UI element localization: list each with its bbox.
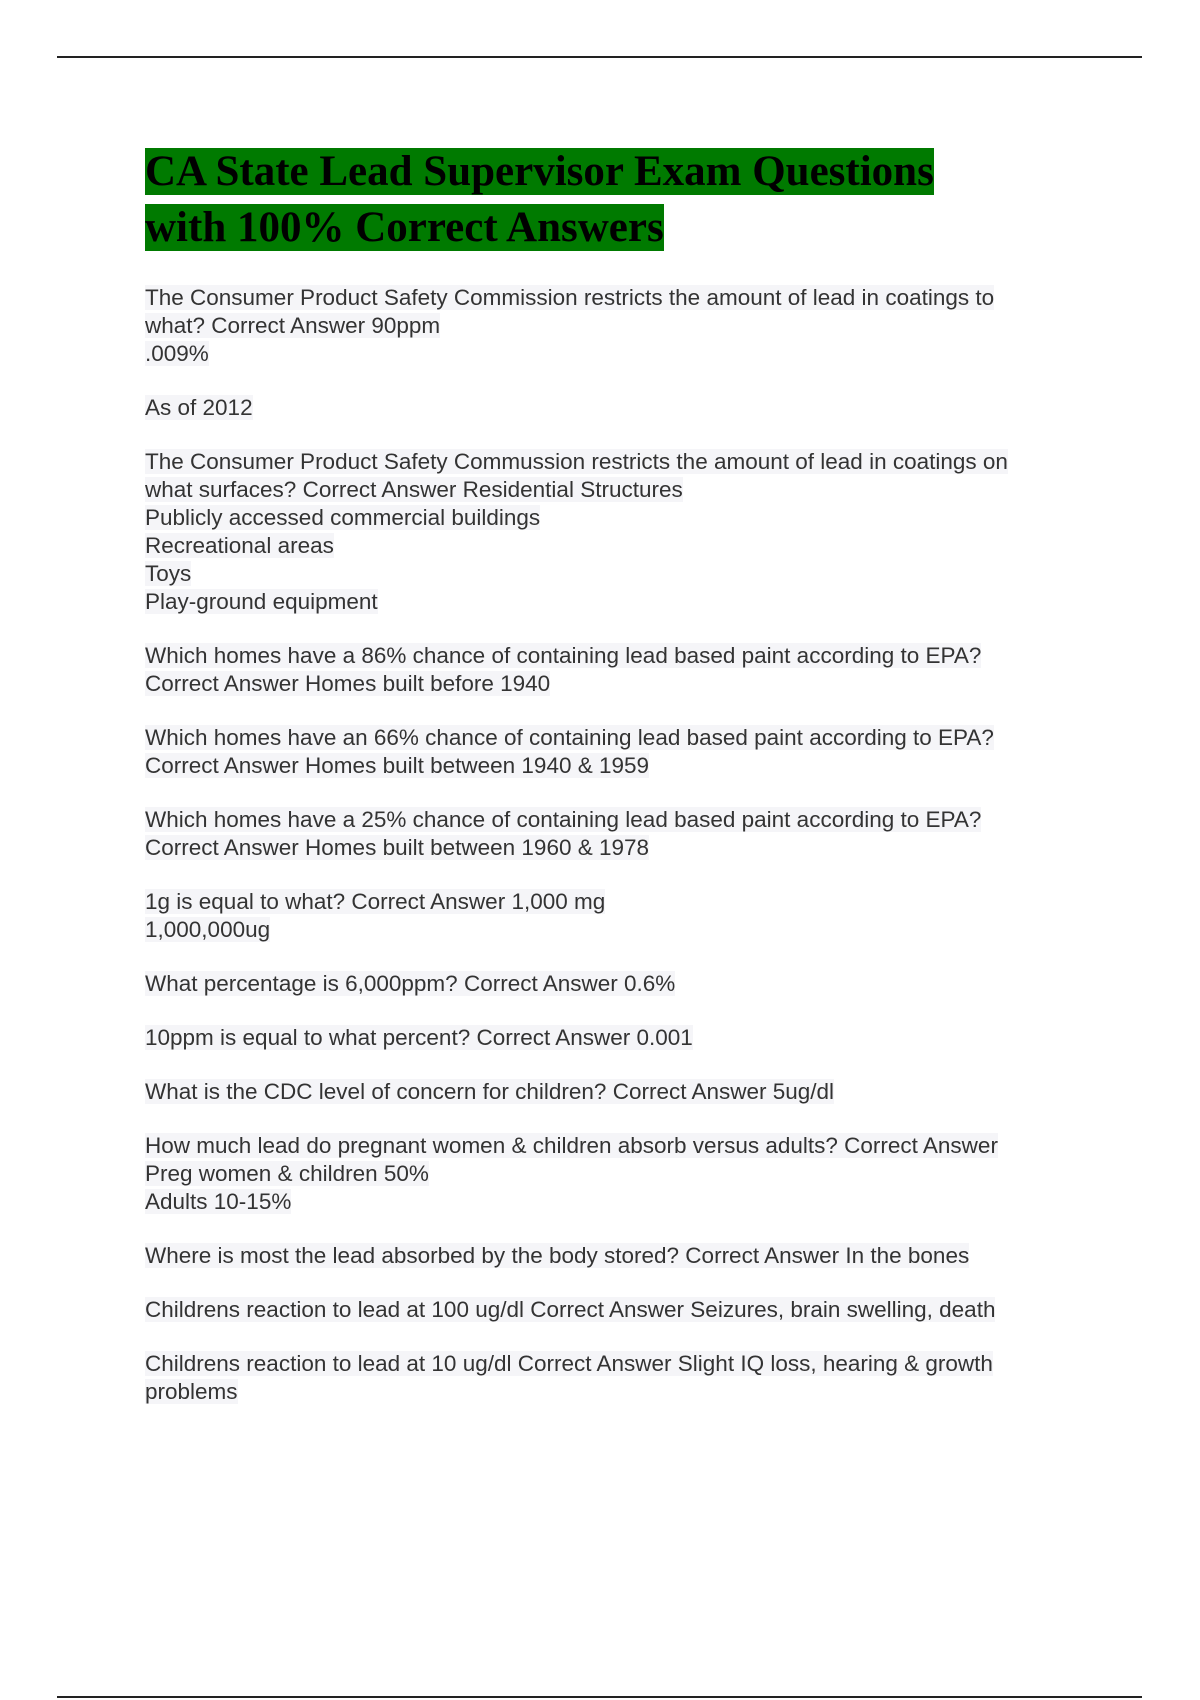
qa-line: Which homes have a 86% chance of containing lead based paint according to EPA? — [145, 643, 982, 668]
qa-item — [145, 888, 1085, 944]
qa-line: How much lead do pregnant women & children absorb versus adults? Correct Answer — [145, 1133, 998, 1158]
qa-item — [145, 642, 1085, 698]
qa-line: 1,000,000ug — [145, 917, 271, 942]
qa-line: Correct Answer Homes built before 1940 — [145, 671, 551, 696]
qa-item — [145, 724, 1085, 780]
qa-line: Where is most the lead absorbed by the body stored? Correct Answer In the bones — [145, 1243, 970, 1268]
qa-line: What is the CDC level of concern for children? Correct Answer 5ug/dl — [145, 1079, 835, 1104]
qa-item — [145, 394, 1085, 422]
document-title — [145, 144, 1085, 256]
header-rule — [57, 56, 1142, 58]
qa-line: Adults 10-15% — [145, 1189, 292, 1214]
qa-line: Publicly accessed commercial buildings — [145, 505, 541, 530]
qa-item — [145, 1350, 1085, 1406]
qa-line: What percentage is 6,000ppm? Correct Answer 0.6% — [145, 971, 676, 996]
qa-item — [145, 1024, 1085, 1052]
qa-line: As of 2012 — [145, 395, 253, 420]
qa-item — [145, 970, 1085, 998]
qa-line: Play-ground equipment — [145, 589, 378, 614]
qa-line: Childrens reaction to lead at 100 ug/dl Correct Answer Seizures, brain swelling, death — [145, 1297, 996, 1322]
qa-line: The Consumer Product Safety Commussion restricts the amount of lead in coatings on — [145, 449, 1008, 474]
footer-rule — [57, 1696, 1142, 1698]
qa-item — [145, 1132, 1085, 1216]
qa-item — [145, 448, 1085, 616]
qa-line: problems — [145, 1379, 238, 1404]
qa-line: 1g is equal to what? Correct Answer 1,000 mg — [145, 889, 606, 914]
title-line: with 100% Correct Answers — [145, 204, 664, 251]
qa-item — [145, 1078, 1085, 1106]
qa-list — [145, 284, 1085, 1406]
qa-line: Which homes have a 25% chance of containing lead based paint according to EPA? — [145, 807, 982, 832]
qa-line: 10ppm is equal to what percent? Correct Answer 0.001 — [145, 1025, 693, 1050]
qa-item — [145, 1296, 1085, 1324]
qa-line: The Consumer Product Safety Commission restricts the amount of lead in coatings to — [145, 285, 995, 310]
title-line: CA State Lead Supervisor Exam Questions — [145, 148, 934, 195]
qa-line: what surfaces? Correct Answer Residential Structures — [145, 477, 683, 502]
qa-line: what? Correct Answer 90ppm — [145, 313, 441, 338]
qa-line: Toys — [145, 561, 192, 586]
qa-line: Recreational areas — [145, 533, 334, 558]
qa-line: Correct Answer Homes built between 1940 & 1959 — [145, 753, 650, 778]
qa-line: Preg women & children 50% — [145, 1161, 429, 1186]
qa-line: Which homes have an 66% chance of containing lead based paint according to EPA? — [145, 725, 994, 750]
qa-line: Childrens reaction to lead at 10 ug/dl Correct Answer Slight IQ loss, hearing & growth — [145, 1351, 993, 1376]
qa-item — [145, 1242, 1085, 1270]
document-body — [145, 144, 1085, 1432]
qa-line: Correct Answer Homes built between 1960 & 1978 — [145, 835, 650, 860]
qa-line: .009% — [145, 341, 209, 366]
qa-item — [145, 284, 1085, 368]
qa-item — [145, 806, 1085, 862]
